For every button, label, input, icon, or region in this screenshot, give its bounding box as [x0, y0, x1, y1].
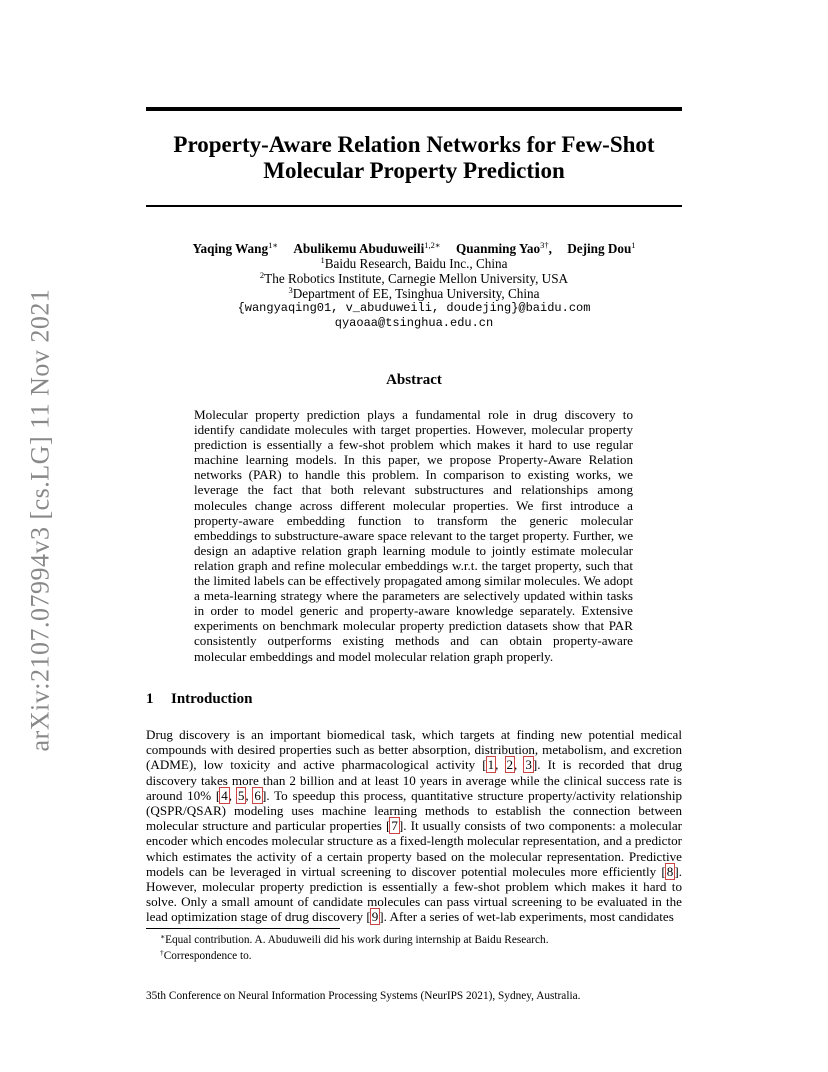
section-heading — [146, 691, 252, 708]
citation-link[interactable]: 2 — [506, 757, 514, 773]
citation-link[interactable]: 5 — [237, 787, 245, 803]
section-title: Introduction — [171, 691, 253, 707]
citation-link[interactable]: 3 — [525, 757, 532, 773]
footnote: ∗Equal contribution. A. Abuduweili did his work during internship at Baidu Research. — [160, 932, 549, 946]
citation-link[interactable]: 8 — [666, 863, 674, 879]
affiliation: $^2$The Robotics Institute, Carnegie Mellon University, USA — [259, 270, 569, 286]
introduction-text: Drug discovery is an important biomedical task, which targets at finding new potential medical compounds with desired properties such as better absorption, distribution, metabolism, and excretion (ADME), low toxicity and active pharmacological activity [1, 2, 3]. It is recorded that drug discovery takes more than 2 billion and at least 10 years in average while the clinical success rate is around 10% [4, 5, 6]. To speedup this process, quantitative structure property/activity relationship (QSPR/QSAR) modeling uses machine learning methods to establish the connection between molecular structure and particular properties [7]. It usually consists of two components: a molecular encoder which encodes molecular structure as a fixed-length molecular representation, and a predictor which estimates the activity of a certain property based on the molecular representation. Predictive models can be leveraged in virtual screening to discover potential molecules more efficiently [8]. However, molecular property prediction is essentially a few-shot problem which makes it hard to solve. Only a small amount of candidate molecules can pass virtual screening to be evaluated in the lead optimization stage of drug discovery [9]. After a series of wet-lab experiments, most candidates — [146, 727, 683, 925]
title-rule-top — [146, 107, 682, 111]
abstract-text: Molecular property prediction plays a fundamental role in drug discovery to identify candidate molecules with target properties. However, molecular property prediction is essentially a few-shot problem which makes it hard to use regular machine learning models. In this paper, we propose Property-Aware Relation networks (PAR) to handle this problem. In comparison to existing works, we leverage the fact that both relevant substructures and relationships among molecules change across different molecular properties. We first introduce a property-aware embedding function to transform the generic molecular embeddings to substructure-aware space relevant to the target property. Further, we design an adaptive relation graph learning module to jointly estimate molecular relation graph and refine molecular embeddings w.r.t. the target property, such that the limited labels can be effectively propagated among similar molecules. We adopt a meta-learning strategy where the parameters are selectively updated within tasks in order to model generic and property-aware knowledge separately. Extensive experiments on benchmark molecular property prediction datasets show that PAR consistently outperforms existing methods and can obtain property-aware molecular embeddings and model molecular relation graph properly. — [194, 407, 633, 664]
author-names — [146, 241, 682, 256]
citation-link[interactable]: 7 — [391, 818, 398, 834]
author: Quanming Yao$^{3\dagger}$, — [455, 240, 552, 256]
section-number: 1 — [146, 691, 154, 707]
author: Dejing Dou$^1$ — [567, 240, 636, 256]
affiliation: $^3$Department of EE, Tsinghua University, China — [288, 285, 540, 301]
author: Abulikemu Abuduweili$^{1,2∗}$ — [293, 240, 441, 256]
title-rule-bottom — [146, 205, 682, 207]
author-block — [146, 241, 682, 331]
abstract-heading: Abstract — [386, 372, 442, 388]
paper-title — [146, 132, 682, 184]
title-line-2: Molecular Property Prediction — [263, 158, 565, 183]
venue-note: 35th Conference on Neural Information Processing Systems (NeurIPS 2021), Sydney, Australia. — [146, 990, 581, 1002]
footnote-rule — [146, 928, 340, 929]
email-line: qyaoaa@tsinghua.edu.cn — [334, 316, 494, 330]
arxiv-id: arXiv:2107.07994v3 [cs.LG] 11 Nov 2021 — [25, 288, 54, 752]
citation-link[interactable]: 6 — [254, 787, 261, 803]
citation-link[interactable]: 1 — [487, 757, 495, 773]
citation-link[interactable]: 9 — [371, 909, 379, 925]
citation-link[interactable]: 4 — [221, 787, 228, 803]
arxiv-stamp — [20, 285, 60, 755]
author: Yaqing Wang$^{1∗}$ — [192, 240, 279, 256]
footnote: †Correspondence to. — [160, 947, 252, 962]
footnotes — [160, 933, 680, 964]
email-line: {wangyaqing01, v_abuduweili, doudejing}@baidu.com — [237, 301, 591, 315]
title-line-1: Property-Aware Relation Networks for Few-Shot — [173, 132, 655, 157]
affiliation: $^1$Baidu Research, Baidu Inc., China — [320, 255, 508, 271]
